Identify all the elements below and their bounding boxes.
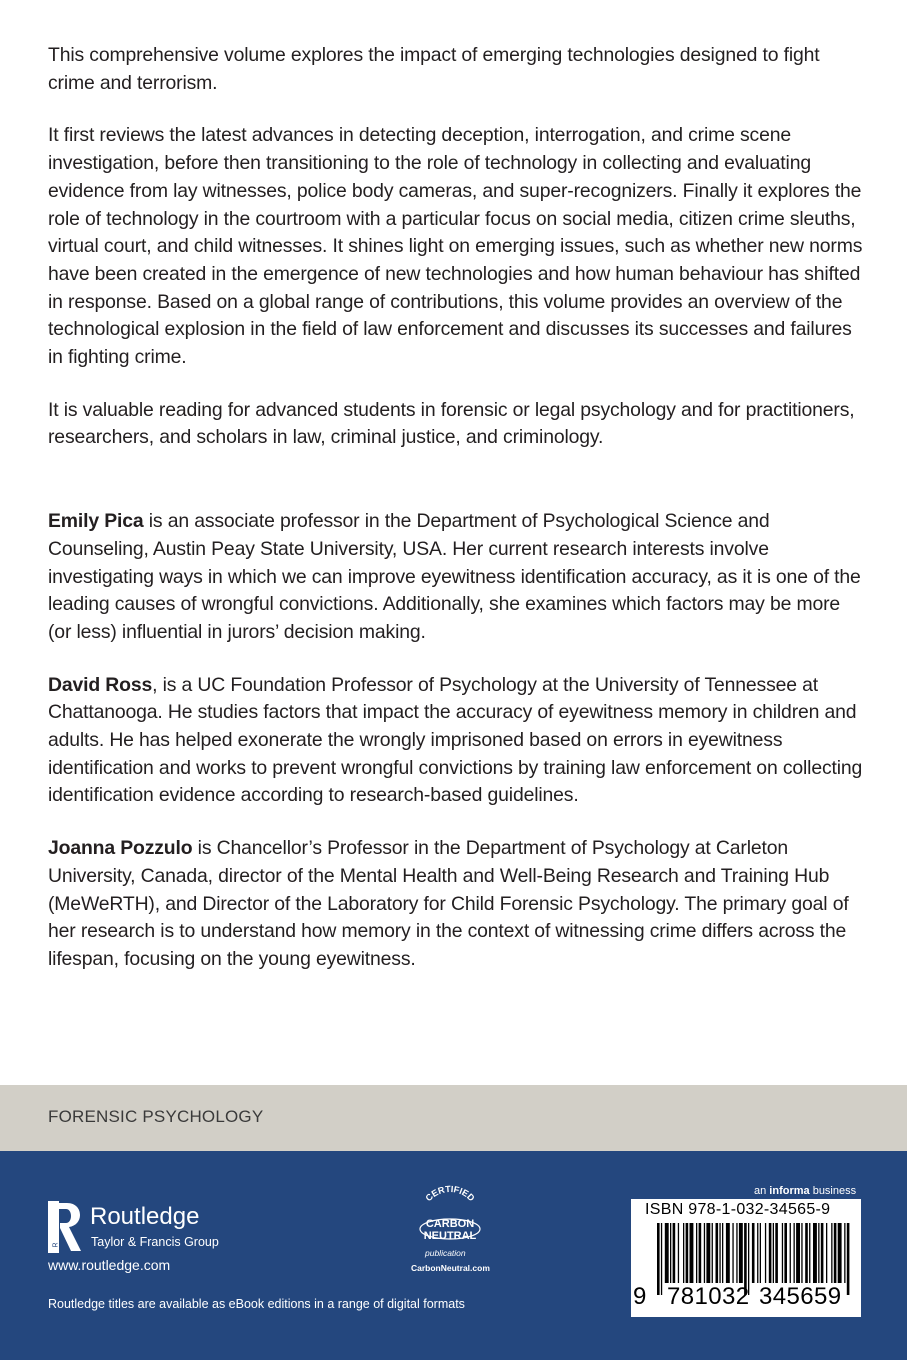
barcode-bar [796, 1223, 800, 1283]
barcode-bar [704, 1223, 705, 1283]
author-bio-1 [48, 508, 863, 647]
barcode-bar [782, 1223, 783, 1283]
barcode-bar [719, 1223, 720, 1283]
carbon-publication-text: publication [425, 1248, 466, 1258]
barcode-bar [818, 1223, 819, 1283]
informa-business-line [754, 1185, 856, 1197]
informa-brand: informa [769, 1185, 810, 1197]
publisher-footer [0, 1151, 907, 1360]
barcode-bar [769, 1223, 772, 1283]
isbn-number: ISBN 978-1-032-34565-9 [645, 1201, 831, 1218]
author-bio-2 [48, 672, 863, 811]
barcode-bar [844, 1223, 845, 1283]
blurb-paragraph-3: It is valuable reading for advanced students in forensic or legal psychology and for practitioners, researchers, and scholars in law, criminal justice, and criminology. [48, 398, 855, 449]
author-name: Joanna Pozzulo [48, 837, 193, 860]
barcode-bar [765, 1223, 766, 1283]
carbon-neutral-seal-icon [405, 1183, 495, 1273]
barcode-bar [673, 1223, 676, 1283]
barcode-bar [784, 1223, 787, 1283]
carbon-certified-text: CERTIFIED [423, 1183, 477, 1204]
ebook-note: Routledge titles are available as eBook editions in a range of digital formats [48, 1297, 465, 1311]
barcode-bar [722, 1223, 723, 1283]
barcode-bar [736, 1223, 737, 1283]
author-bio-3 [48, 835, 863, 974]
author-bio-text: is Chancellor’s Professor in the Department of Psychology at Carleton University, Canada, director of the Mental Health and Well-Being Research and Training Hub (MeWeRTH), and Director of the Laboratory for Child Forensic Psychology. The primary goal of her research is to understand how memory in the context of witnessing crime differs across the lifespan, focusing on the young eyewitness. [48, 837, 849, 970]
carbon-line2: NEUTRAL [423, 1230, 477, 1242]
barcode-bar [716, 1223, 719, 1283]
author-name: David Ross [48, 673, 153, 696]
barcode-bar [831, 1223, 832, 1283]
barcode-bar [834, 1223, 837, 1283]
back-cover-text [48, 42, 863, 974]
barcode-bar [790, 1223, 791, 1283]
barcode-bar [752, 1223, 755, 1283]
barcode-bar [826, 1223, 827, 1283]
barcode-bar [739, 1223, 743, 1283]
barcode-bar [805, 1223, 808, 1283]
barcode-bar [696, 1223, 697, 1283]
barcode-digits-left: 781032 [667, 1283, 750, 1310]
barcode-digits-right: 345659 [759, 1283, 842, 1310]
barcode-bar [678, 1223, 679, 1283]
barcode-bar [706, 1223, 710, 1283]
barcode-bar [690, 1223, 694, 1283]
barcode-bar [670, 1223, 671, 1283]
barcode-bar [801, 1223, 802, 1283]
publisher-website-link[interactable]: www.routledge.com [48, 1257, 171, 1273]
carbon-url: CarbonNeutral.com [411, 1263, 490, 1273]
barcode-bar [665, 1223, 669, 1283]
blurb-paragraph-2: It first reviews the latest advances in detecting deception, interrogation, and crime scene investigation, before then transitioning to the role of technology in collecting and evaluating evidence from lay witnesses, police body cameras, and super-recognizers. Finally it explores the role of technology in the courtroom with a particular focus on social media, citizen crime sleuths, virtual court, and child witnesses. It shines light on emerging issues, such as whether new norms have been created in the emergence of new technologies and how human behaviour has shifted in response. Based on a global range of contributions, this volume provides an overview of the technological explosion in the field of law enforcement and discusses its successes and failures in fighting crime. [48, 124, 863, 369]
barcode-bar [732, 1223, 733, 1283]
series-label: FORENSIC PSYCHOLOGY [48, 1107, 264, 1126]
barcode-bar [757, 1223, 758, 1283]
barcode-bar [712, 1223, 713, 1283]
author-name: Emily Pica [48, 510, 144, 533]
barcode-bar [726, 1223, 730, 1283]
series-band [0, 1085, 907, 1151]
barcode-bar [760, 1223, 761, 1283]
svg-text:R: R [52, 1242, 60, 1248]
barcode-bar [773, 1223, 774, 1283]
isbn-barcode [631, 1199, 861, 1317]
informa-prefix: an [754, 1185, 770, 1197]
barcode-bar [838, 1223, 842, 1283]
carbon-line1: CARBON [425, 1218, 475, 1230]
publisher-group: Taylor & Francis Group [91, 1235, 219, 1249]
barcode-bar [699, 1223, 702, 1283]
barcode-bar [657, 1223, 660, 1295]
author-bio-text: , is a UC Foundation Professor of Psychology at the University of Tennessee at Chattanooga. He studies factors that impact the accuracy of eyewitness memory in children and adults. He has helped exonerate the wrongly imprisoned based on errors in eyewitness identification and works to prevent wrongful convictions by training law enforcement on collecting identification evidence according to research-based guidelines. [48, 673, 863, 807]
barcode-bar [661, 1223, 662, 1295]
barcode-bar [686, 1223, 689, 1283]
blurb-paragraph-1: This comprehensive volume explores the impact of emerging technologies designed to fight crime and terrorism. [48, 44, 820, 94]
informa-suffix: business [809, 1185, 857, 1197]
barcode-bar [821, 1223, 824, 1283]
barcode-digit-first: 9 [633, 1283, 647, 1310]
author-bio-text: is an associate professor in the Department of Psychological Science and Counseling, Austin Peay State University, USA. Her current research interests involve investigating ways in which we can improve eyewitness identification accuracy, as it is one of the leading causes of wrongful convictions. Additionally, she examines which factors may be more (or less) influential in jurors’ decision making. [48, 510, 861, 643]
routledge-r-logo-icon [48, 1201, 82, 1253]
barcode-bar [683, 1223, 684, 1283]
barcode-bar [775, 1223, 778, 1283]
barcode-bar [813, 1223, 817, 1283]
barcode-bar [847, 1223, 850, 1295]
barcode-bar [794, 1223, 795, 1283]
barcode-bar [809, 1223, 810, 1283]
publisher-name: Routledge [90, 1203, 200, 1230]
